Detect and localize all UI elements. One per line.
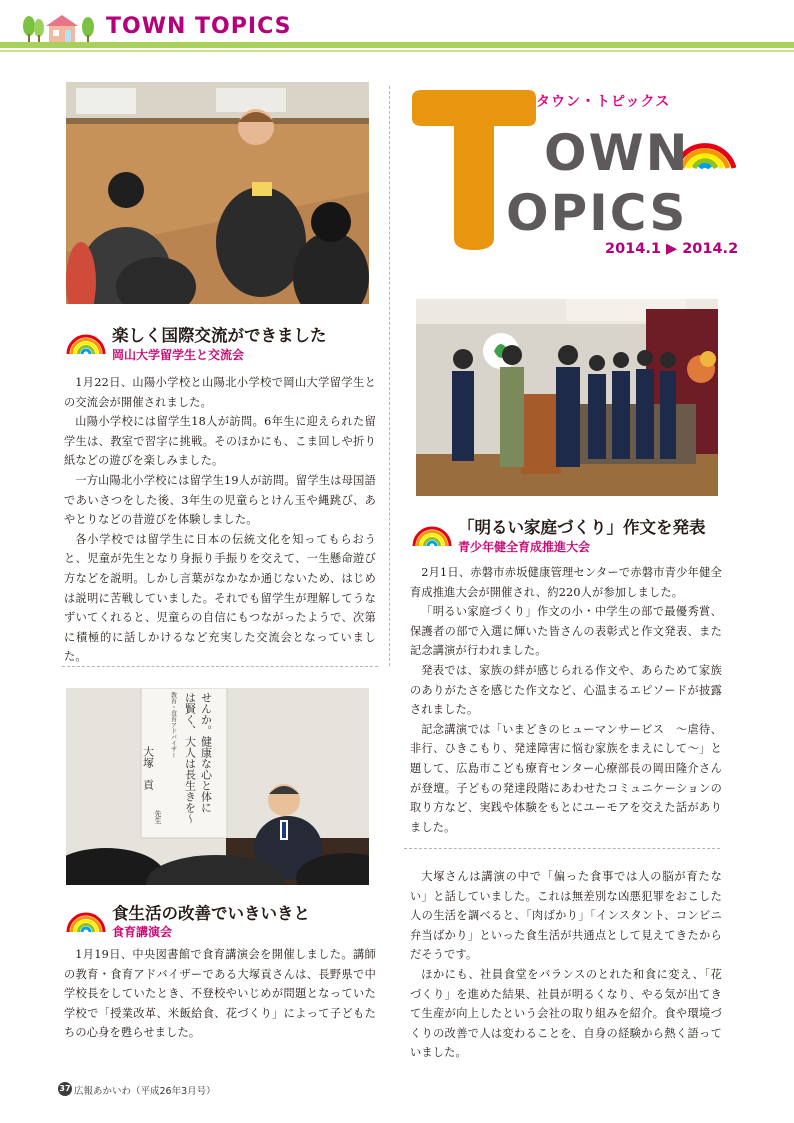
paragraph: 各小学校では留学生に日本の伝統文化を知ってもらおうと、児童が先生となり身振り手振りを交えて、一生懸命遊び方などを説明。しかし言葉がなかなか通じないため、はじめは説明に苦戦していました。それでも留学生が理解してうなずいてくれると、児童らの自信にもつながったようで、次第に積極的に話しかけるなど充実した交流会となっていました。 (64, 532, 376, 664)
article-title-exchange: 楽しく国際交流ができました (112, 326, 327, 345)
article-subtitle-essay: 青少年健全育成推進大会 (458, 540, 591, 554)
rainbow-icon (64, 898, 108, 934)
article-body-food-continued (410, 867, 722, 1063)
header-rule-thin (0, 50, 794, 52)
article-title-essay: 「明るい家庭づくり」作文を発表 (458, 518, 706, 537)
paragraph: 1月22日、山陽小学校と山陽北小学校で岡山大学留学生との交流会が開催されました。 (64, 376, 376, 409)
paragraph: 記念講演では「いまどきのヒューマンサービス ～虐待、非行、ひきこもり、発達障害に悩む家族をまえにして～」と題して、広島市こども療育センター心療部長の岡田隆介さんが登壇。子どもの発達段階にあわせたコミュニケーションの取り方など、実践や体験をもとにユーモアを交えた話がありました。 (410, 722, 722, 834)
paragraph: 1月19日、中央図書館で食育講演会を開催しました。講師の教育・食育アドバイザーである大塚貢さんは、長野県で中学校長をしていたとき、不登校やいじめが問題となっていた学校で「授業改革、米飯給食、花づくり」によって子どもたちの心身を甦らせました。 (64, 948, 376, 1040)
page-number: 37 (58, 1082, 72, 1096)
article-title-food: 食生活の改善でいきいきと (112, 904, 310, 923)
banner-text-1: せんか。健康な心と体に (199, 692, 213, 813)
banner-text-2: は賢く、大人は長生きを～ (183, 692, 197, 824)
header-rule (0, 42, 794, 48)
column-divider (389, 86, 390, 666)
logo-line-1: OWN (544, 124, 690, 182)
paragraph: 一方山陽北小学校には留学生19人が訪問。留学生は母国語であいさつをした後、3年生の児童らとけん玉や縄跳び、あやとりなどの昔遊びを体験しました。 (64, 473, 376, 527)
footer-publication: 広報あかいわ（平成26年3月号） (74, 1086, 216, 1097)
trees-and-house-icon (22, 12, 100, 44)
logo-line-2: OPICS (506, 184, 688, 242)
banner-name: 大塚 貢 (141, 746, 155, 790)
rainbow-icon (64, 320, 108, 356)
paragraph: 発表では、家族の絆が感じられる作文や、あらためて家族のありがたさを感じた作文など、心温まるエピソードが披露されました。 (410, 663, 722, 717)
article-body-essay (410, 563, 722, 837)
paragraph: 「明るい家庭づくり」作文の小・中学生の部で最優秀賞、保護者の部で入選に輝いた皆さんの表彰式と作文発表、また記念講演が行われました。 (410, 605, 722, 658)
logo-dates: 2014.1 ▶ 2014.2 (605, 241, 739, 257)
photo-essay-presentation (416, 299, 718, 496)
header-band (0, 0, 794, 56)
article-subtitle-exchange: 岡山大学留学生と交流会 (112, 348, 245, 362)
town-topics-logo (406, 88, 739, 257)
section-divider-right (404, 848, 720, 849)
rainbow-icon (410, 512, 454, 548)
paragraph: ほかにも、社員食堂をバランスのとれた和食に変え、「花づくり」を進めた結果、社員が明るくなり、やる気が出てきて生産が向上したという会社の取り組みを紹介。食や環境づくりの改善で人は変わることを、自身の経験から熱く語っていました。 (410, 967, 722, 1060)
article-subtitle-food: 食育講演会 (112, 925, 173, 939)
paragraph: 2月1日、赤磐市赤坂健康管理センターで赤磐市青少年健全育成推進大会が開催され、約220人が参加しました。 (410, 566, 722, 599)
photo-international-exchange (66, 82, 369, 304)
banner-title: 先生 (154, 810, 162, 824)
logo-kana: タウン・トピックス (536, 94, 671, 110)
paragraph: 山陽小学校には留学生18人が訪問。6年生に迎えられた留学生は、教室で習字に挑戦。そのほかにも、こま回しや折り紙などの遊びを楽しみました。 (64, 415, 376, 468)
header-title: TOWN TOPICS (106, 14, 292, 39)
photo-food-lecture (66, 688, 369, 885)
paragraph: 大塚さんは講演の中で「偏った食事では人の脳が育たない」と話していました。これは無差別な凶悪犯罪をおこした人の生活を調べると、「肉ばかり」「インスタント、コンビニ弁当ばかり」といった食生活が共通点として見えてきたからだそうです。 (410, 870, 722, 962)
section-divider-left (62, 666, 378, 667)
article-body-food (64, 945, 376, 1043)
banner-text-3: 教育・食育アドバイザー (169, 692, 177, 758)
article-body-exchange (64, 373, 376, 667)
